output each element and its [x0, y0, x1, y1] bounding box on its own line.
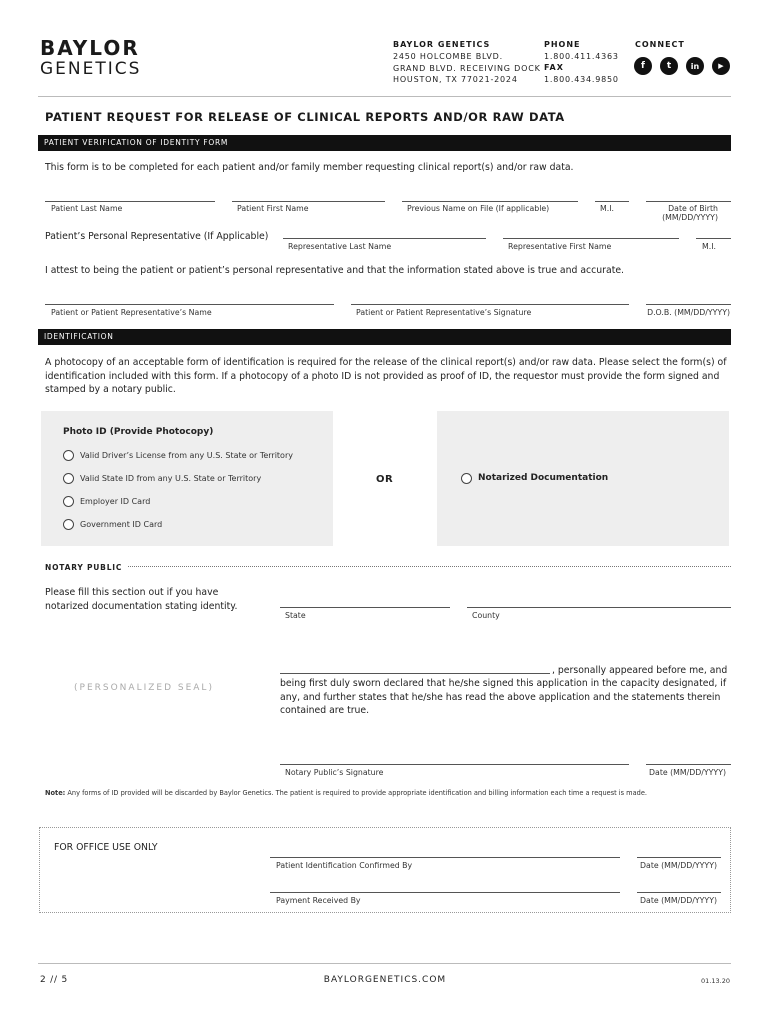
notary-date-label: Date (MM/DD/YYYY)	[649, 768, 726, 777]
note-text: Any forms of ID provided will be discarded by Baylor Genetics. The patient is required to provide appropriate identification and billing information each time a request is made.	[67, 789, 647, 797]
mi-line[interactable]	[595, 201, 629, 202]
radio-state-id[interactable]	[63, 473, 74, 484]
radio-drivers-license[interactable]	[63, 450, 74, 461]
connect-heading: CONNECT	[635, 40, 685, 49]
form-version: 01.13.20	[701, 977, 730, 985]
previous-name-line[interactable]	[402, 201, 578, 202]
photo-id-heading: Photo ID (Provide Photocopy)	[63, 427, 214, 437]
rep-last-name-label: Representative Last Name	[288, 242, 392, 251]
office-date2-line[interactable]	[637, 892, 721, 893]
last-name-line[interactable]	[45, 201, 215, 202]
office-date1-label: Date (MM/DD/YYYY)	[640, 861, 717, 870]
identification-intro: A photocopy of an acceptable form of identification is required for the release of the clinical report(s) and/or raw data. Please select the form(s) of identification included with this form. If a photocopy of a photo ID is not provided as proof of ID, the requestor must provide the form signed and stamped by a notary public.	[45, 357, 727, 395]
facebook-icon[interactable]: f	[634, 57, 652, 75]
dob-line[interactable]	[646, 201, 731, 202]
rep-first-name-label: Representative First Name	[508, 242, 612, 251]
radio-notarized[interactable]	[461, 473, 472, 484]
logo-baylor: BAYLOR	[40, 36, 140, 60]
note-label: Note:	[45, 789, 66, 797]
option-government-id-label: Government ID Card	[80, 520, 163, 529]
fax-heading: FAX	[544, 63, 564, 72]
header-divider	[38, 96, 731, 97]
first-name-line[interactable]	[232, 201, 385, 202]
signer-signature-line[interactable]	[351, 304, 629, 305]
office-date1-line[interactable]	[637, 857, 721, 858]
county-line[interactable]	[467, 607, 731, 608]
address-line-2: GRAND BLVD. RECEIVING DOCK	[393, 63, 541, 73]
page-number: 2 // 5	[40, 975, 69, 985]
rep-mi-line[interactable]	[696, 238, 731, 239]
notary-dotted-rule	[128, 566, 731, 567]
id-confirmed-label: Patient Identification Confirmed By	[276, 861, 413, 870]
page-title: PATIENT REQUEST FOR RELEASE OF CLINICAL REPORTS AND/OR RAW DATA	[45, 110, 565, 124]
radio-government-id[interactable]	[63, 519, 74, 530]
statement-rest: being first duly sworn declared that he/she signed this application in the capacity designated, if any, and further states that he/she has read the above application and the statements therein contained are true.	[280, 678, 727, 716]
county-label: County	[472, 611, 500, 620]
social-links	[634, 57, 730, 75]
dob-label-line-2: (MM/DD/YYYY)	[662, 213, 718, 222]
attestation-text: I attest to being the patient or patient’s personal representative and that the information stated above is true and accurate.	[45, 265, 625, 276]
payment-label: Payment Received By	[276, 896, 361, 905]
signer-name-line[interactable]	[45, 304, 334, 305]
option-state-id-label: Valid State ID from any U.S. State or Territory	[80, 474, 262, 483]
state-line[interactable]	[280, 607, 450, 608]
notary-date-line[interactable]	[646, 764, 731, 765]
company-heading: BAYLOR GENETICS	[393, 40, 491, 49]
radio-employer-id[interactable]	[63, 496, 74, 507]
option-drivers-license-label: Valid Driver’s License from any U.S. State or Territory	[80, 451, 293, 460]
option-employer-id-label: Employer ID Card	[80, 497, 151, 506]
first-name-label: Patient First Name	[237, 204, 309, 213]
address-line-3: HOUSTON, TX 77021-2024	[393, 75, 518, 84]
rep-first-name-line[interactable]	[503, 238, 679, 239]
previous-name-label: Previous Name on File (If applicable)	[407, 204, 550, 213]
notary-heading: NOTARY PUBLIC	[45, 563, 123, 572]
phone-heading: PHONE	[544, 40, 581, 49]
phone-number: 1.800.411.4363	[544, 52, 619, 61]
signer-dob-label: D.O.B. (MM/DD/YYYY)	[647, 308, 730, 317]
note	[45, 789, 735, 797]
linkedin-icon[interactable]: in	[686, 57, 704, 75]
section-bar-verification: PATIENT VERIFICATION OF IDENTITY FORM	[38, 135, 731, 151]
notary-signature-line[interactable]	[280, 764, 629, 765]
section-bar-identification: IDENTIFICATION	[38, 329, 731, 345]
twitter-icon[interactable]: t	[660, 57, 678, 75]
signer-name-label: Patient or Patient Representative’s Name	[51, 308, 212, 317]
payment-line[interactable]	[270, 892, 620, 893]
id-confirmed-line[interactable]	[270, 857, 620, 858]
last-name-label: Patient Last Name	[51, 204, 123, 213]
notarized-label: Notarized Documentation	[478, 473, 609, 483]
notary-signature-label: Notary Public’s Signature	[285, 768, 384, 777]
notary-prompt: Please fill this section out if you have notarized documentation stating identity.	[45, 587, 238, 612]
state-label: State	[285, 611, 306, 620]
footer-divider	[38, 963, 731, 964]
appeared-name-line[interactable]	[280, 673, 550, 674]
verification-intro: This form is to be completed for each patient and/or family member requesting clinical report(s) and/or raw data.	[45, 162, 574, 173]
rep-mi-label: M.I.	[702, 242, 716, 251]
fax-number: 1.800.434.9850	[544, 75, 619, 84]
personalized-seal: (PERSONALIZED SEAL)	[74, 683, 214, 693]
office-date2-label: Date (MM/DD/YYYY)	[640, 896, 717, 905]
dob-label-line-1: Date of Birth	[668, 204, 718, 213]
rep-last-name-line[interactable]	[283, 238, 486, 239]
youtube-icon[interactable]: ▶	[712, 57, 730, 75]
office-use-heading: FOR OFFICE USE ONLY	[54, 842, 158, 853]
rep-prompt: Patient’s Personal Representative (If Applicable)	[45, 231, 269, 242]
footer-website[interactable]: BAYLORGENETICS.COM	[323, 975, 447, 985]
mi-label: M.I.	[600, 204, 614, 213]
statement-line-1: , personally appeared before me, and	[552, 665, 728, 676]
logo-genetics: GENETICS	[40, 59, 142, 79]
dob-label	[646, 204, 718, 222]
company-address	[393, 51, 541, 86]
signer-signature-label: Patient or Patient Representative’s Signature	[356, 308, 532, 317]
signer-dob-line[interactable]	[646, 304, 731, 305]
address-line-1: 2450 HOLCOMBE BLVD.	[393, 52, 503, 61]
or-separator: OR	[376, 474, 394, 485]
